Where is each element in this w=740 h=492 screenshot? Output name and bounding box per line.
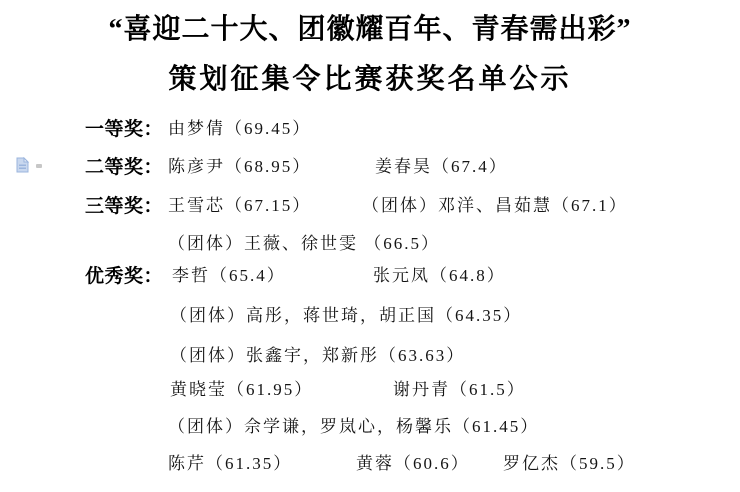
winner-entry: 张元凤（64.8） xyxy=(373,266,506,285)
award-row-excellence-cont xyxy=(0,412,740,436)
award-row-excellence-cont xyxy=(0,341,740,365)
award-row-excellence-cont xyxy=(0,375,740,399)
award-rank-label: 二等奖： xyxy=(85,157,164,178)
winner-entry: （团体）高彤，蒋世琦，胡正国（64.35） xyxy=(170,306,523,325)
winner-entry: 李哲（65.4） xyxy=(172,266,286,285)
award-row-excellence-prize xyxy=(0,261,740,285)
winner-entry: 罗亿杰（59.5） xyxy=(503,454,636,473)
award-row-third-prize xyxy=(0,191,740,215)
winner-entry: 陈彦尹（68.95） xyxy=(168,157,312,176)
award-row-first-prize xyxy=(0,114,740,138)
award-row-excellence-cont xyxy=(0,301,740,325)
winner-entry: 由梦倩（69.45） xyxy=(168,119,312,138)
award-rank-label: 三等奖： xyxy=(85,196,164,217)
award-rank-label: 一等奖： xyxy=(85,119,164,140)
award-rank-label: 优秀奖： xyxy=(85,266,164,287)
winner-entry: 黄蓉（60.6） xyxy=(356,454,470,473)
winner-entry: 陈芹（61.35） xyxy=(168,454,293,473)
document-title-line1: “喜迎二十大、团徽耀百年、青春需出彩” xyxy=(108,14,632,45)
award-row-third-prize-cont xyxy=(0,229,740,253)
document-title-line2: 策划征集令比赛获奖名单公示 xyxy=(168,64,572,95)
winner-entry: （团体）佘学谦，罗岚心，杨馨乐（61.45） xyxy=(168,417,540,436)
winner-entry: 姜春昊（67.4） xyxy=(375,157,508,176)
winner-entry: （团体）王薇、徐世雯 （66.5） xyxy=(168,234,440,253)
award-row-excellence-cont xyxy=(0,449,740,473)
winner-entry: （团体）邓洋、昌茹慧（67.1） xyxy=(362,196,628,215)
winner-entry: 谢丹青（61.5） xyxy=(393,380,526,399)
winner-entry: 黄晓莹（61.95） xyxy=(170,380,314,399)
winner-entry: 王雪芯（67.15） xyxy=(168,196,312,215)
award-row-second-prize xyxy=(0,152,740,176)
winner-entry: （团体）张鑫宇，郑新彤（63.63） xyxy=(170,346,466,365)
